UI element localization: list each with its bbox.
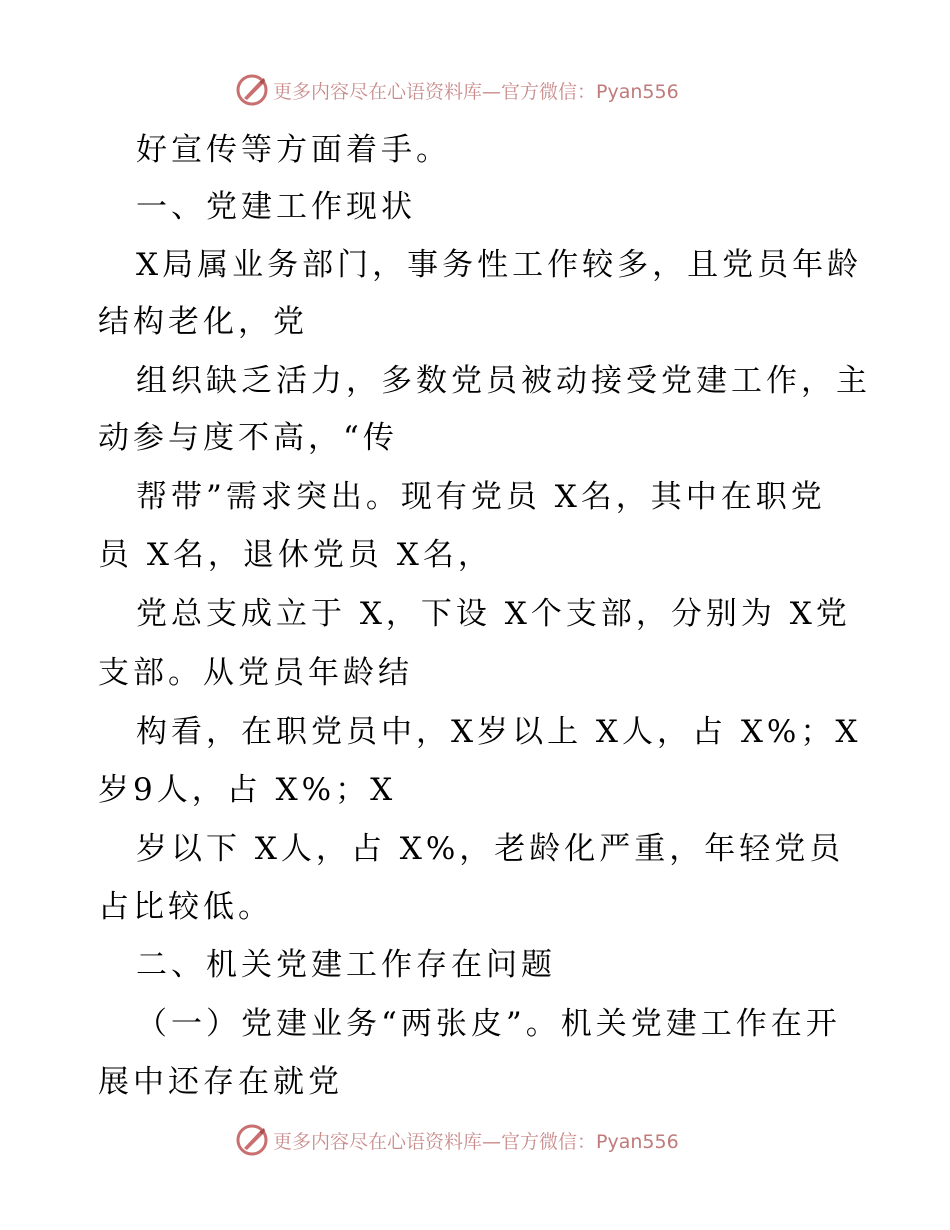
footer-watermark: [235, 1123, 679, 1157]
text-line: 岁9人，占 X%；X: [98, 772, 397, 808]
section-heading: 一、党建工作现状: [136, 189, 416, 225]
text-line: 组织缺乏活力，多数党员被动接受党建工作，主: [136, 363, 871, 399]
header-watermark: [235, 73, 679, 107]
text-line: X局属业务部门，事务性工作较多，且党员年龄: [136, 247, 863, 283]
text-line: 占比较低。: [98, 889, 273, 925]
watermark-wechat-id: Pyan556: [596, 80, 679, 103]
text-line: 支部。从党员年龄结: [98, 655, 413, 691]
text-line: 好宣传等方面着手。: [136, 132, 451, 168]
text-line: （一）党建业务“两张皮”。机关党建工作在开: [136, 1006, 841, 1042]
watermark-text: 更多内容尽在心语资料库—官方微信：Pyan556: [273, 80, 679, 103]
watermark-text: 更多内容尽在心语资料库—官方微信：Pyan556: [273, 1130, 679, 1153]
text-line: 帮带”需求突出。现有党员 X名，其中在职党: [136, 479, 826, 515]
section-heading: 二、机关党建工作存在问题: [136, 947, 556, 983]
text-line: 员 X名，退休党员 X名，: [98, 537, 493, 573]
text-line: 构看，在职党员中，X岁以上 X人，占 X%；X: [136, 714, 862, 750]
watermark-wechat-id: Pyan556: [596, 1130, 679, 1153]
text-line: 岁以下 X人，占 X%，老龄化严重，年轻党员: [136, 831, 845, 867]
quill-pen-logo-icon: [235, 73, 269, 107]
text-line: 党总支成立于 X，下设 X个支部，分别为 X党: [136, 596, 851, 632]
quill-pen-logo-icon: [235, 1123, 269, 1157]
text-line: 展中还存在就党: [98, 1064, 343, 1100]
text-line: 动参与度不高，“传: [98, 420, 398, 456]
text-line: 结构老化，党: [98, 304, 308, 340]
